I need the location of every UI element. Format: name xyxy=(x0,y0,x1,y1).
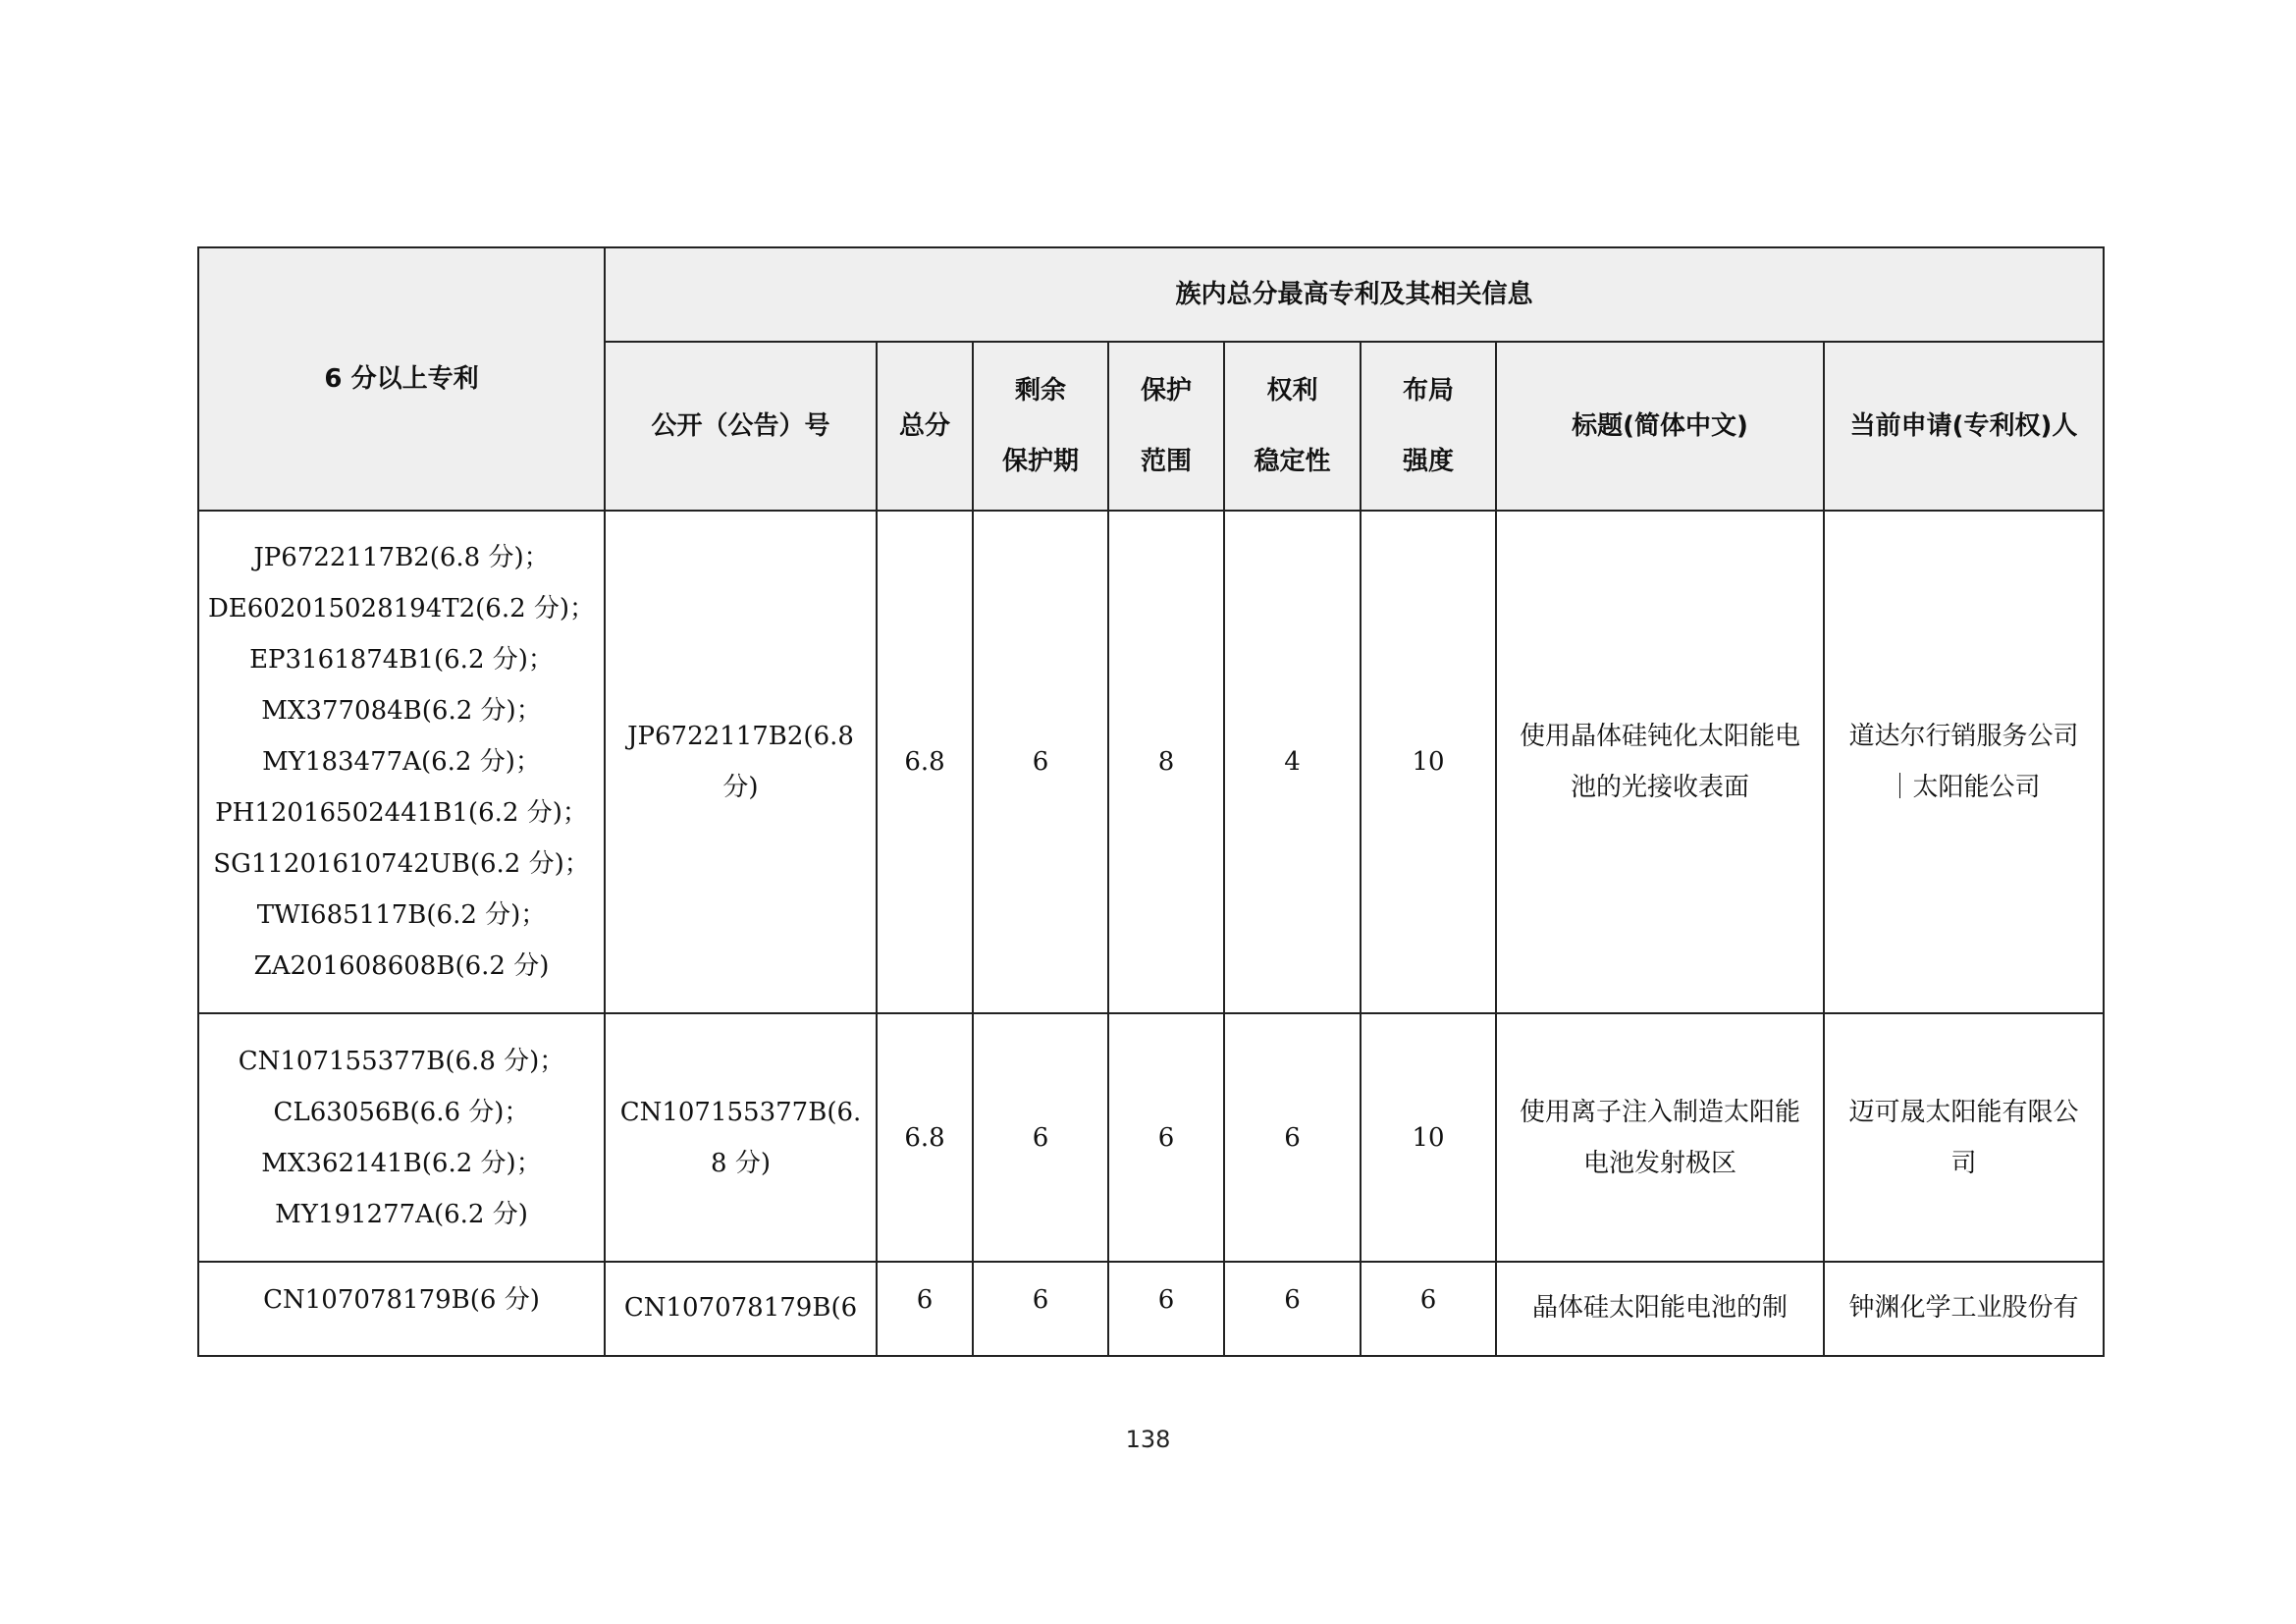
header-layout-line2: 强度 xyxy=(1402,447,1454,476)
header-group-title: 族内总分最高专利及其相关信息 xyxy=(605,247,2104,342)
family-list xyxy=(205,532,598,992)
header-layout-line1: 布局 xyxy=(1402,376,1454,406)
pub-no-cell: JP6722117B2(6.8 分) xyxy=(605,511,877,1013)
family-cell xyxy=(198,1013,605,1262)
header-scope-line1: 保护 xyxy=(1140,376,1192,406)
page-number: 138 xyxy=(1125,1426,1171,1453)
family-item: JP6722117B2(6.8 分)； xyxy=(253,543,550,572)
family-item: MX377084B(6.2 分)； xyxy=(261,696,542,726)
header-remaining-line2: 保护期 xyxy=(1001,447,1079,476)
table-row xyxy=(198,1262,2104,1356)
table-row xyxy=(198,1013,2104,1262)
family-item: SG11201610742UB(6.2 分)； xyxy=(213,849,590,879)
family-cell xyxy=(198,511,605,1013)
remaining-cell: 6 xyxy=(973,511,1108,1013)
header-scope xyxy=(1108,342,1224,511)
family-list xyxy=(205,1274,598,1326)
header-title: 标题(简体中文) xyxy=(1496,342,1824,511)
layout-cell: 10 xyxy=(1361,1013,1496,1262)
applicant-cell: 道达尔行销服务公司｜太阳能公司 xyxy=(1824,511,2104,1013)
title-cell: 晶体硅太阳能电池的制 xyxy=(1496,1262,1824,1356)
scope-cell: 6 xyxy=(1108,1013,1224,1262)
header-remaining xyxy=(973,342,1108,511)
family-item: CN107078179B(6 分) xyxy=(263,1285,540,1315)
family-item: EP3161874B1(6.2 分)； xyxy=(249,645,554,675)
header-stability-line1: 权利 xyxy=(1266,376,1318,406)
header-layout xyxy=(1361,342,1496,511)
stability-cell: 6 xyxy=(1224,1262,1361,1356)
family-item: MY191277A(6.2 分) xyxy=(275,1199,528,1229)
applicant-cell: 钟渊化学工业股份有 xyxy=(1824,1262,2104,1356)
family-item: CN107155377B(6.8 分)； xyxy=(238,1046,565,1076)
header-row-group xyxy=(198,247,2104,342)
header-scope-line2: 范围 xyxy=(1140,447,1192,476)
layout-cell: 10 xyxy=(1361,511,1496,1013)
remaining-cell: 6 xyxy=(973,1262,1108,1356)
stability-cell: 6 xyxy=(1224,1013,1361,1262)
table-row xyxy=(198,511,2104,1013)
family-item: MY183477A(6.2 分)； xyxy=(262,747,541,777)
header-pub-no: 公开（公告）号 xyxy=(605,342,877,511)
header-stability xyxy=(1224,342,1361,511)
family-item: DE602015028194T2(6.2 分)； xyxy=(207,594,596,623)
applicant-cell: 迈可晟太阳能有限公司 xyxy=(1824,1013,2104,1262)
family-list xyxy=(205,1036,598,1240)
scope-cell: 6 xyxy=(1108,1262,1224,1356)
header-applicant: 当前申请(专利权)人 xyxy=(1824,342,2104,511)
layout-cell: 6 xyxy=(1361,1262,1496,1356)
total-cell: 6.8 xyxy=(877,1013,973,1262)
header-total: 总分 xyxy=(877,342,973,511)
family-item: ZA201608608B(6.2 分) xyxy=(253,951,550,981)
stability-cell: 4 xyxy=(1224,511,1361,1013)
title-cell: 使用离子注入制造太阳能电池发射极区 xyxy=(1496,1013,1824,1262)
total-cell: 6.8 xyxy=(877,511,973,1013)
header-patents-above-6: 6 分以上专利 xyxy=(198,247,605,511)
header-stability-line2: 稳定性 xyxy=(1254,447,1331,476)
header-remaining-line1: 剩余 xyxy=(1014,376,1066,406)
family-item: MX362141B(6.2 分)； xyxy=(261,1148,542,1178)
family-cell xyxy=(198,1262,605,1356)
family-item: PH12016502441B1(6.2 分)； xyxy=(215,798,588,828)
title-cell: 使用晶体硅钝化太阳能电池的光接收表面 xyxy=(1496,511,1824,1013)
pub-no-cell: CN107078179B(6 xyxy=(605,1262,877,1356)
remaining-cell: 6 xyxy=(973,1013,1108,1262)
total-cell: 6 xyxy=(877,1262,973,1356)
family-item: TWI685117B(6.2 分)； xyxy=(256,900,547,930)
scope-cell: 8 xyxy=(1108,511,1224,1013)
patent-table-container xyxy=(197,246,2103,1357)
pub-no-cell: CN107155377B(6.8 分) xyxy=(605,1013,877,1262)
patent-table xyxy=(197,246,2105,1357)
family-item: CL63056B(6.6 分)； xyxy=(273,1097,530,1127)
